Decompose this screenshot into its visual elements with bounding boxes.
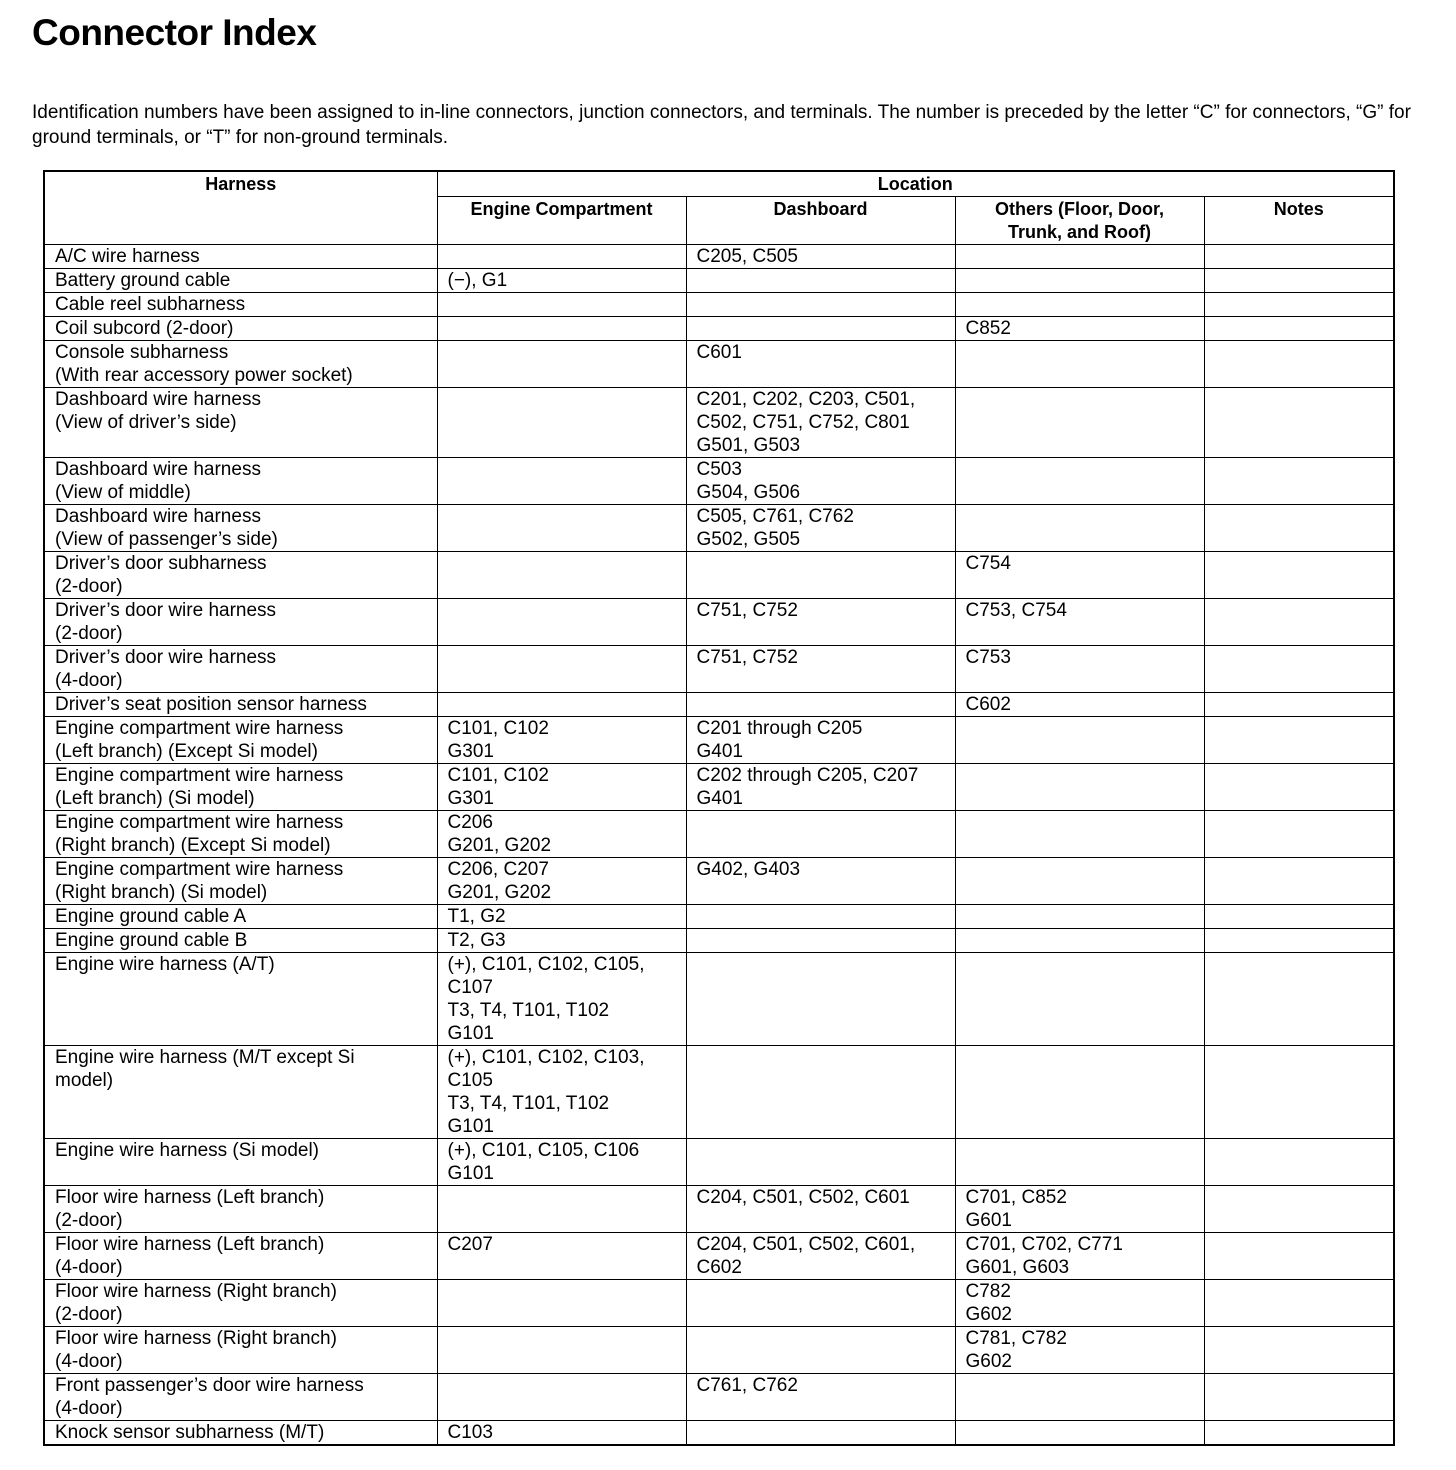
table-row (44, 1374, 1394, 1421)
cell-notes (1204, 811, 1394, 858)
cell-engine-compartment: (−), G1 (437, 269, 686, 293)
table-row (44, 646, 1394, 693)
cell-dashboard: C761, C762 (686, 1374, 955, 1421)
cell-harness: Front passenger’s door wire harness (4-door) (44, 1374, 437, 1421)
cell-harness: Coil subcord (2-door) (44, 317, 437, 341)
cell-engine-compartment: C103 (437, 1421, 686, 1446)
cell-dashboard: C201, C202, C203, C501, C502, C751, C752, C801 G501, G503 (686, 388, 955, 458)
cell-notes (1204, 505, 1394, 552)
cell-others: C852 (955, 317, 1204, 341)
cell-harness: Engine wire harness (A/T) (44, 953, 437, 1046)
cell-harness: Cable reel subharness (44, 293, 437, 317)
cell-engine-compartment (437, 1280, 686, 1327)
cell-dashboard (686, 1046, 955, 1139)
cell-others (955, 1046, 1204, 1139)
cell-dashboard (686, 811, 955, 858)
cell-others (955, 1139, 1204, 1186)
cell-others (955, 717, 1204, 764)
cell-harness: Driver’s seat position sensor harness (44, 693, 437, 717)
cell-engine-compartment: (+), C101, C102, C105, C107 T3, T4, T101, T102 G101 (437, 953, 686, 1046)
cell-engine-compartment (437, 505, 686, 552)
table-row (44, 505, 1394, 552)
cell-others (955, 764, 1204, 811)
cell-notes (1204, 552, 1394, 599)
cell-dashboard: C201 through C205 G401 (686, 717, 955, 764)
table-row (44, 1327, 1394, 1374)
cell-others: C754 (955, 552, 1204, 599)
cell-engine-compartment (437, 293, 686, 317)
cell-dashboard (686, 693, 955, 717)
cell-others (955, 905, 1204, 929)
table-row (44, 293, 1394, 317)
cell-others: C701, C702, C771 G601, G603 (955, 1233, 1204, 1280)
cell-others (955, 929, 1204, 953)
cell-notes (1204, 1046, 1394, 1139)
cell-engine-compartment (437, 341, 686, 388)
cell-notes (1204, 245, 1394, 269)
cell-engine-compartment: (+), C101, C102, C103, C105 T3, T4, T101, T102 G101 (437, 1046, 686, 1139)
cell-engine-compartment: C206 G201, G202 (437, 811, 686, 858)
cell-dashboard (686, 552, 955, 599)
cell-others (955, 458, 1204, 505)
cell-others (955, 953, 1204, 1046)
table-row (44, 245, 1394, 269)
cell-notes (1204, 293, 1394, 317)
cell-harness: Engine wire harness (Si model) (44, 1139, 437, 1186)
table-row (44, 317, 1394, 341)
cell-dashboard (686, 317, 955, 341)
cell-notes (1204, 1327, 1394, 1374)
cell-engine-compartment (437, 646, 686, 693)
table-row (44, 953, 1394, 1046)
header-location: Location (437, 171, 1394, 197)
cell-notes (1204, 317, 1394, 341)
cell-notes (1204, 1374, 1394, 1421)
table-row (44, 717, 1394, 764)
cell-harness: Knock sensor subharness (M/T) (44, 1421, 437, 1446)
table-row (44, 1186, 1394, 1233)
cell-engine-compartment: C101, C102 G301 (437, 764, 686, 811)
header-dashboard: Dashboard (686, 197, 955, 245)
cell-notes (1204, 764, 1394, 811)
cell-notes (1204, 953, 1394, 1046)
cell-harness: A/C wire harness (44, 245, 437, 269)
cell-engine-compartment (437, 1327, 686, 1374)
table-row (44, 929, 1394, 953)
cell-dashboard (686, 1327, 955, 1374)
cell-notes (1204, 269, 1394, 293)
cell-harness: Battery ground cable (44, 269, 437, 293)
header-harness: Harness (44, 171, 437, 245)
cell-dashboard: C204, C501, C502, C601 (686, 1186, 955, 1233)
table-row (44, 1233, 1394, 1280)
cell-harness: Driver’s door wire harness (2-door) (44, 599, 437, 646)
cell-engine-compartment (437, 388, 686, 458)
cell-harness: Console subharness (With rear accessory power socket) (44, 341, 437, 388)
cell-dashboard: G402, G403 (686, 858, 955, 905)
table-row (44, 388, 1394, 458)
cell-engine-compartment (437, 458, 686, 505)
cell-others (955, 1421, 1204, 1446)
table-row (44, 458, 1394, 505)
table-row (44, 811, 1394, 858)
header-notes: Notes (1204, 197, 1394, 245)
table-row (44, 764, 1394, 811)
cell-notes (1204, 905, 1394, 929)
cell-others (955, 269, 1204, 293)
cell-dashboard (686, 1421, 955, 1446)
cell-dashboard (686, 269, 955, 293)
cell-engine-compartment: (+), C101, C105, C106 G101 (437, 1139, 686, 1186)
cell-harness: Engine compartment wire harness (Right branch) (Si model) (44, 858, 437, 905)
cell-others (955, 1374, 1204, 1421)
cell-engine-compartment: T2, G3 (437, 929, 686, 953)
cell-others: C781, C782 G602 (955, 1327, 1204, 1374)
cell-engine-compartment: C101, C102 G301 (437, 717, 686, 764)
cell-notes (1204, 858, 1394, 905)
cell-dashboard: C205, C505 (686, 245, 955, 269)
table-row (44, 269, 1394, 293)
cell-others: C753 (955, 646, 1204, 693)
cell-engine-compartment: C206, C207 G201, G202 (437, 858, 686, 905)
cell-others (955, 858, 1204, 905)
cell-engine-compartment: C207 (437, 1233, 686, 1280)
cell-harness: Dashboard wire harness (View of driver’s side) (44, 388, 437, 458)
table-row (44, 1046, 1394, 1139)
intro-paragraph: Identification numbers have been assigned to in-line connectors, junction connectors, and terminals. The number is preceded by the letter “C” for connectors, “G” for ground terminals, or “T” for non-ground terminals. (32, 102, 1411, 148)
connector-index-table (43, 170, 1395, 1446)
cell-notes (1204, 458, 1394, 505)
table-row (44, 905, 1394, 929)
cell-engine-compartment (437, 1186, 686, 1233)
cell-harness: Engine wire harness (M/T except Si model) (44, 1046, 437, 1139)
cell-harness: Dashboard wire harness (View of middle) (44, 458, 437, 505)
cell-dashboard: C601 (686, 341, 955, 388)
cell-engine-compartment (437, 552, 686, 599)
cell-others (955, 245, 1204, 269)
table-row (44, 693, 1394, 717)
cell-dashboard: C204, C501, C502, C601, C602 (686, 1233, 955, 1280)
cell-others (955, 341, 1204, 388)
table-row (44, 858, 1394, 905)
cell-notes (1204, 388, 1394, 458)
cell-harness: Engine compartment wire harness (Left branch) (Si model) (44, 764, 437, 811)
cell-harness: Engine compartment wire harness (Right branch) (Except Si model) (44, 811, 437, 858)
header-row-top (44, 171, 1394, 197)
cell-engine-compartment (437, 599, 686, 646)
cell-dashboard (686, 929, 955, 953)
cell-others: C701, C852 G601 (955, 1186, 1204, 1233)
cell-dashboard (686, 953, 955, 1046)
cell-notes (1204, 693, 1394, 717)
cell-dashboard (686, 293, 955, 317)
cell-dashboard (686, 1139, 955, 1186)
table-row (44, 552, 1394, 599)
cell-dashboard (686, 905, 955, 929)
cell-engine-compartment (437, 245, 686, 269)
cell-harness: Floor wire harness (Right branch) (2-door) (44, 1280, 437, 1327)
cell-notes (1204, 1139, 1394, 1186)
cell-notes (1204, 646, 1394, 693)
cell-harness: Floor wire harness (Right branch) (4-door) (44, 1327, 437, 1374)
cell-dashboard: C503 G504, G506 (686, 458, 955, 505)
cell-notes (1204, 1421, 1394, 1446)
cell-notes (1204, 599, 1394, 646)
cell-notes (1204, 929, 1394, 953)
cell-harness: Dashboard wire harness (View of passenger’s side) (44, 505, 437, 552)
cell-dashboard: C202 through C205, C207 G401 (686, 764, 955, 811)
cell-harness: Floor wire harness (Left branch) (4-door) (44, 1233, 437, 1280)
table-row (44, 1421, 1394, 1446)
cell-dashboard: C751, C752 (686, 646, 955, 693)
cell-others: C602 (955, 693, 1204, 717)
cell-notes (1204, 1280, 1394, 1327)
header-engine-compartment: Engine Compartment (437, 197, 686, 245)
cell-others: C782 G602 (955, 1280, 1204, 1327)
cell-dashboard (686, 1280, 955, 1327)
cell-dashboard: C505, C761, C762 G502, G505 (686, 505, 955, 552)
table-row (44, 341, 1394, 388)
cell-harness: Engine ground cable A (44, 905, 437, 929)
page-title: Connector Index (32, 12, 317, 53)
cell-notes (1204, 1233, 1394, 1280)
table-row (44, 599, 1394, 646)
cell-harness: Driver’s door wire harness (4-door) (44, 646, 437, 693)
table-row (44, 1139, 1394, 1186)
cell-others (955, 505, 1204, 552)
table-header (44, 171, 1394, 245)
cell-engine-compartment (437, 1374, 686, 1421)
cell-notes (1204, 1186, 1394, 1233)
table-row (44, 1280, 1394, 1327)
table-body (44, 245, 1394, 1446)
cell-engine-compartment (437, 317, 686, 341)
cell-harness: Driver’s door subharness (2-door) (44, 552, 437, 599)
cell-engine-compartment (437, 693, 686, 717)
cell-engine-compartment: T1, G2 (437, 905, 686, 929)
cell-others: C753, C754 (955, 599, 1204, 646)
cell-others (955, 811, 1204, 858)
cell-harness: Engine ground cable B (44, 929, 437, 953)
header-others: Others (Floor, Door, Trunk, and Roof) (955, 197, 1204, 245)
cell-others (955, 293, 1204, 317)
cell-notes (1204, 341, 1394, 388)
cell-harness: Engine compartment wire harness (Left branch) (Except Si model) (44, 717, 437, 764)
cell-dashboard: C751, C752 (686, 599, 955, 646)
cell-harness: Floor wire harness (Left branch) (2-door) (44, 1186, 437, 1233)
cell-notes (1204, 717, 1394, 764)
cell-others (955, 388, 1204, 458)
